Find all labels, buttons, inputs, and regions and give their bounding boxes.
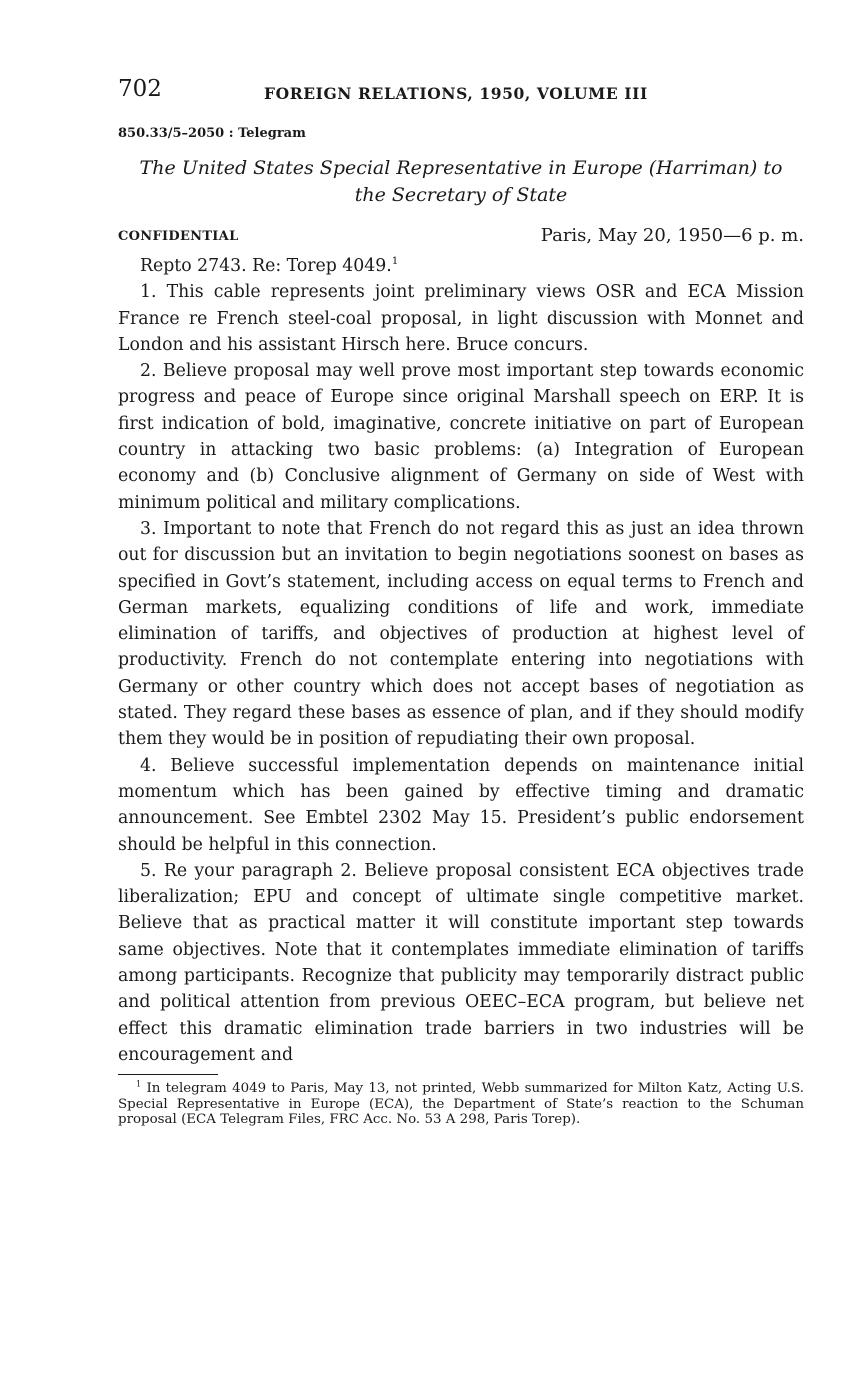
paragraph-5: 5. Re your paragraph 2. Believe proposal consistent ECA objectives trade liberalization; EPU and concept of ultimate single competitive market. Believe that as practical matter it will constitute important step towards same objectives. Note that it contemplates immediate elimination of tariffs among participants. Recognize that publicity may temporarily distract public and political attention from previous OEEC–ECA program, but believe net effect this dramatic elimination trade barriers in two industries will be encouragement and bbox=[118, 860, 804, 1065]
file-reference: 850.33/5–2050 : Telegram bbox=[118, 126, 306, 141]
running-title: FOREIGN RELATIONS, 1950, VOLUME III bbox=[264, 84, 648, 103]
running-head bbox=[118, 76, 804, 112]
document-title: The United States Special Representative in Europe (Harriman) to the Secretary of State bbox=[139, 157, 783, 206]
document-page bbox=[118, 76, 804, 1128]
paragraph-2: 2. Believe proposal may well prove most important step towards economic progress and peace of Europe since original Marshall speech on ERP. It is first indication of bold, imaginative, concrete initiative on part of European country in attacking two basic problems: (a) Integration of European economy and (b) Conclusive alignment of Germany on side of West with minimum political and military complications. bbox=[118, 361, 804, 513]
paragraph-1: 1. This cable represents joint preliminary views OSR and ECA Mission France re French steel-coal proposal, in light discussion with Monnet and London and his assistant Hirsch here. Bruce concurs. bbox=[118, 282, 804, 355]
place-date: Paris, May 20, 1950—6 p. m. bbox=[540, 225, 804, 246]
paragraph-3: 3. Important to note that French do not regard this as just an idea thrown out for discussion but an invitation to begin negotiations soonest on bases as specified in Govt’s statement, including access on equal terms to French and German markets, equalizing conditions of life and work, immediate elimination of tariffs, and objectives of production at highest level of productivity. French do not contemplate entering into negotiations with Germany or other country which does not accept bases of negotiation as stated. They regard these bases as essence of plan, and if they should modify them they would be in position of repudiating their own proposal. bbox=[118, 518, 804, 750]
paragraph-4: 4. Believe successful implementation depends on maintenance initial momentum which has been gained by effective timing and dramatic announcement. See Embtel 2302 May 15. President’s public endorsement should be helpful in this connection. bbox=[118, 755, 804, 855]
page-number: 702 bbox=[118, 76, 162, 102]
dateline bbox=[118, 225, 804, 251]
footnote bbox=[118, 1081, 804, 1128]
footnote-rule bbox=[118, 1074, 218, 1075]
reference-line-text: Repto 2743. Re: Torep 4049. bbox=[140, 256, 392, 276]
telegram-body bbox=[118, 253, 804, 1068]
reference-line bbox=[118, 253, 804, 279]
footnote-number: 1 bbox=[136, 1079, 142, 1089]
footnote-marker[interactable]: 1 bbox=[391, 255, 399, 268]
footnote-text: In telegram 4049 to Paris, May 13, not printed, Webb summarized for Milton Katz, Acting U.S. Special Representative in Europe (ECA), the Department of State’s reaction to the Schuman proposal (ECA Telegram Files, FRC Acc. No. 53 A 298, Paris Torep). bbox=[118, 1081, 804, 1128]
classification-label: CONFIDENTIAL bbox=[118, 229, 239, 244]
